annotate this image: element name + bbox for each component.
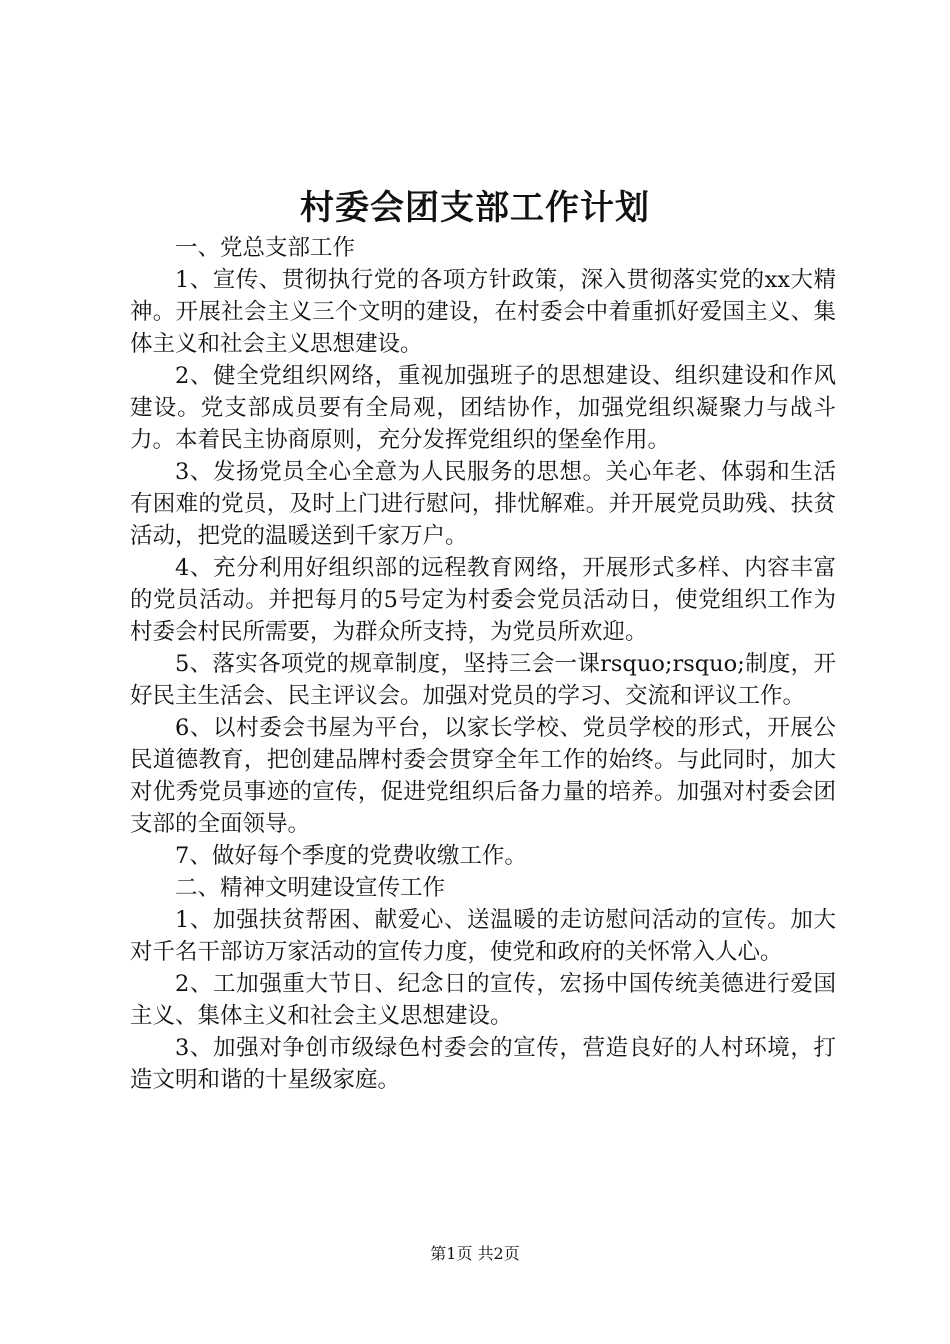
paragraph: 7、做好每个季度的党费收缴工作。 [175,843,527,869]
paragraph: 3、加强对争创市级绿色村委会的宣传，营造良好的人村环境，打造文明和谐的十星级家庭。 [130,1035,836,1093]
document-body [130,232,836,1096]
section-heading: 一、党总支部工作 [175,235,356,261]
paragraph: 2、工加强重大节日、纪念日的宣传，宏扬中国传统美德进行爱国主义、集体主义和社会主义思想建设。 [130,971,836,1029]
paragraph: 5、落实各项党的规章制度，坚持三会一课rsquo;rsquo;制度，开好民主生活会、民主评议会。加强对党员的学习、交流和评议工作。 [130,651,836,709]
paragraph: 2、健全党组织网络，重视加强班子的思想建设、组织建设和作风建设。党支部成员要有全局观，团结协作，加强党组织凝聚力与战斗力。本着民主协商原则，充分发挥党组织的堡垒作用。 [130,363,836,453]
section-heading: 二、精神文明建设宣传工作 [175,875,446,901]
paragraph: 4、充分利用好组织部的远程教育网络，开展形式多样、内容丰富的党员活动。并把每月的5号定为村委会党员活动日，使党组织工作为村委会村民所需要，为群众所支持，为党员所欢迎。 [130,555,836,645]
document-title: 村委会团支部工作计划 [300,188,650,228]
paragraph: 6、以村委会书屋为平台，以家长学校、党员学校的形式，开展公民道德教育，把创建品牌村委会贯穿全年工作的始终。与此同时，加大对优秀党员事迹的宣传，促进党组织后备力量的培养。加强对村委会团支部的全面领导。 [130,715,836,837]
paragraph: 3、发扬党员全心全意为人民服务的思想。关心年老、体弱和生活有困难的党员，及时上门进行慰问，排忧解难。并开展党员助残、扶贫活动，把党的温暖送到千家万户。 [130,459,836,549]
page-number-footer: 第1页 共2页 [430,1244,520,1263]
paragraph: 1、宣传、贯彻执行党的各项方针政策，深入贯彻落实党的xx大精神。开展社会主义三个文明的建设，在村委会中着重抓好爱国主义、集体主义和社会主义思想建设。 [130,267,836,357]
paragraph: 1、加强扶贫帮困、献爱心、送温暖的走访慰问活动的宣传。加大对千名干部访万家活动的宣传力度，使党和政府的关怀常入人心。 [130,907,836,965]
